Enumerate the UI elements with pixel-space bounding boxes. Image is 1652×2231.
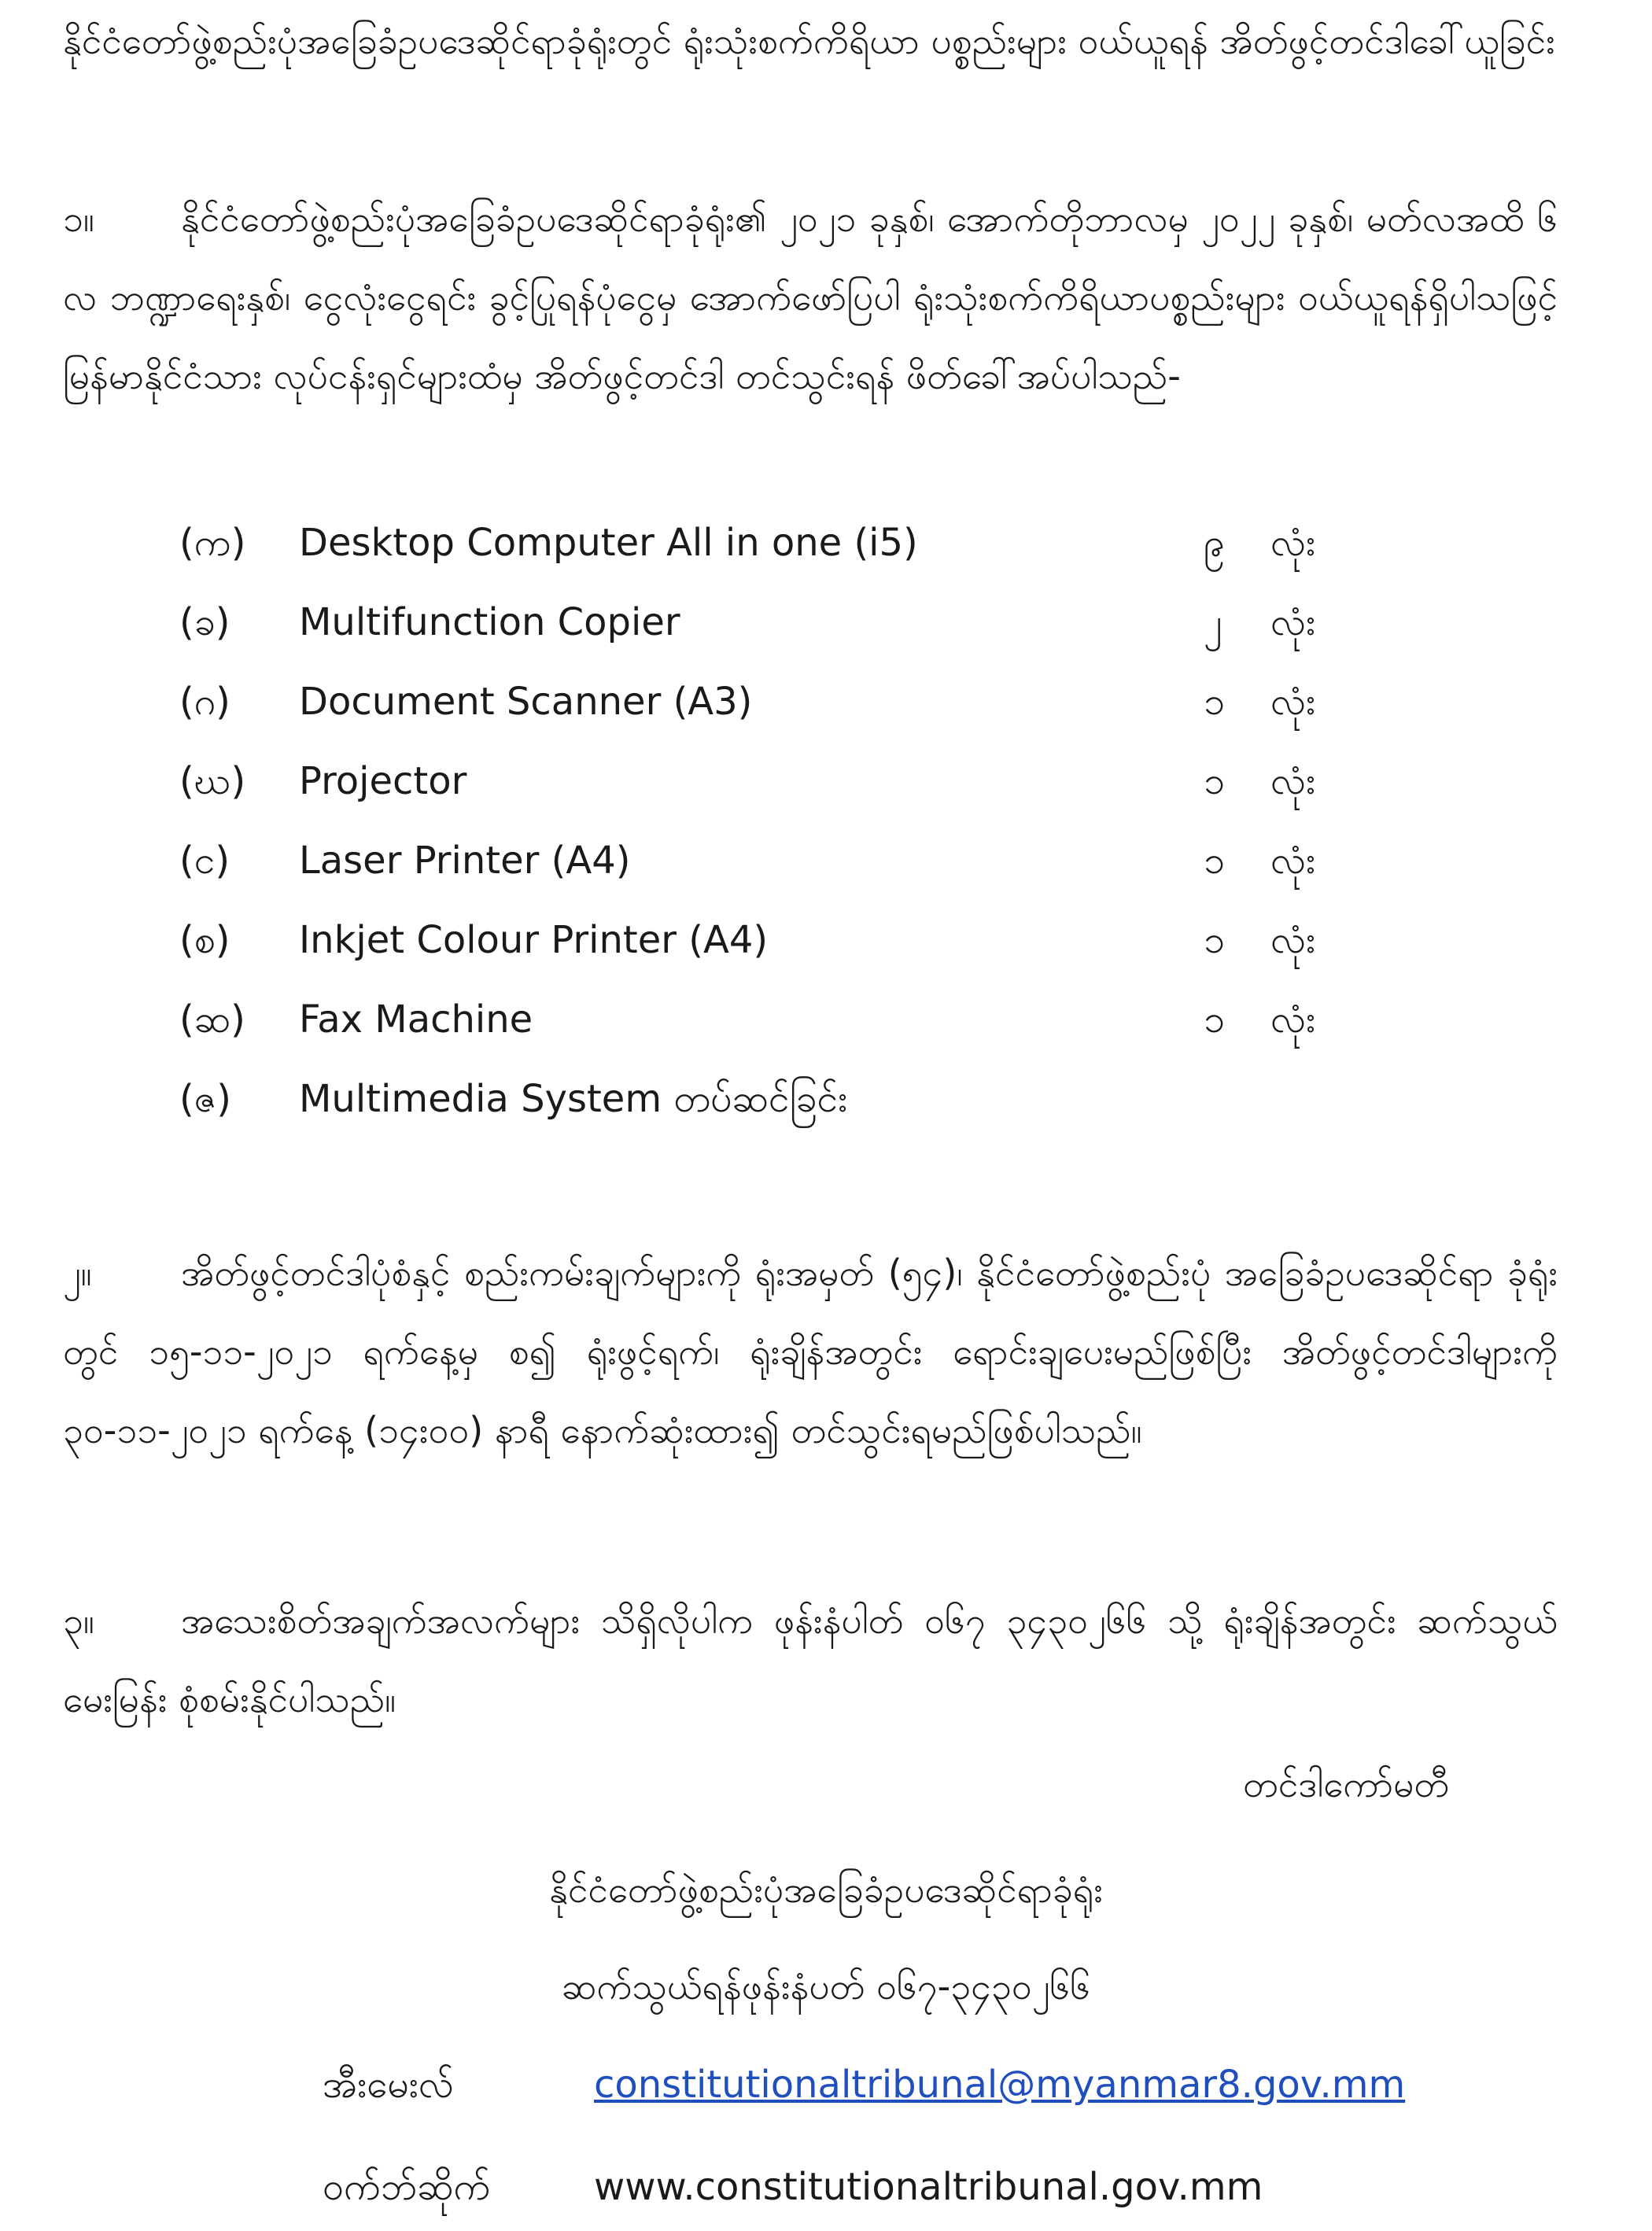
item-quantity: ၉	[1204, 521, 1225, 565]
list-item	[0, 1068, 1652, 1130]
list-item	[0, 909, 1652, 972]
item-marker: (စ)	[179, 918, 230, 962]
signoff-committee: တင်ဒါကော်မတီ	[1243, 1763, 1450, 1805]
item-quantity: ၁	[1204, 839, 1225, 883]
item-unit: လုံး	[1270, 997, 1316, 1042]
paragraph-text: နိုင်ငံတော်ဖွဲ့စည်းပုံအခြေခံဥပဒေဆိုင်ရာခုံရုံး၏ ၂၀၂၁ ခုနှစ်၊ အောက်တိုဘာလမှ ၂၀၂၂ ခုနှစ်၊ မတ်လအထိ ၆ လ ဘဏ္ဍာရေးနှစ်၊ ငွေလုံးငွေရင်း ခွင့်ပြုရန်ပုံငွေမှ အောက်ဖော်ပြပါ ရုံးသုံးစက်ကိရိယာပစ္စည်းများ ဝယ်ယူရန်ရှိပါသဖြင့် မြန်မာနိုင်ငံသား လုပ်ငန်းရှင်များထံမှ အိတ်ဖွင့်တင်ဒါ တင်သွင်းရန် ဖိတ်ခေါ်အပ်ပါသည်-	[63, 197, 1558, 397]
item-name: Fax Machine	[299, 997, 533, 1042]
item-quantity: ၁	[1204, 997, 1225, 1042]
document-title: နိုင်ငံတော်ဖွဲ့စည်းပုံအခြေခံဥပဒေဆိုင်ရာခုံရုံးတွင် ရုံးသုံးစက်ကိရိယာ ပစ္စည်းများ ဝယ်ယူရန် အိတ်ဖွင့်တင်ဒါခေါ်ယူခြင်း	[63, 20, 1555, 62]
item-quantity: ၁	[1204, 680, 1225, 724]
contact-phone: ဆက်သွယ်ရန်ဖုန်းနံပတ် ၀၆၇-၃၄၃၀၂၆၆	[561, 1965, 1091, 2008]
paragraph-text: အသေးစိတ်အချက်အလက်များ သိရှိလိုပါက ဖုန်းနံပါတ် ၀၆၇ ၃၄၃၀၂၆၆ သို့ ရုံးချိန်အတွင်း ဆက်သွယ်မေးမြန်း စုံစမ်းနိုင်ပါသည်။	[63, 1599, 1558, 1720]
item-unit: လုံး	[1270, 600, 1316, 644]
item-unit: လုံး	[1270, 680, 1316, 724]
list-item	[0, 988, 1652, 1051]
organization-name: နိုင်ငံတော်ဖွဲ့စည်းပုံအခြေခံဥပဒေဆိုင်ရာခုံရုံး	[549, 1868, 1103, 1911]
item-name: Laser Printer (A4)	[299, 839, 631, 883]
paragraph-number: ၂။	[63, 1252, 92, 1294]
item-name: Inkjet Colour Printer (A4)	[299, 918, 769, 962]
item-unit: လုံး	[1270, 839, 1316, 883]
item-quantity: ၂	[1204, 600, 1222, 644]
website-label: ဝက်ဘ်ဆိုက်	[323, 2165, 491, 2209]
item-name: Multifunction Copier	[299, 600, 680, 644]
email-row	[0, 2053, 1652, 2116]
item-marker: (ဆ)	[179, 997, 245, 1042]
list-item	[0, 670, 1652, 733]
item-quantity: ၁	[1204, 759, 1225, 803]
paragraph-2	[63, 1234, 1558, 1470]
website-row	[0, 2155, 1652, 2218]
item-marker: (ဂ)	[179, 680, 230, 724]
item-name: Multimedia System တပ်ဆင်ခြင်း	[299, 1077, 848, 1121]
list-item	[0, 750, 1652, 813]
paragraph-number: ၃။	[63, 1599, 94, 1642]
item-marker: (ခ)	[179, 600, 230, 644]
list-item	[0, 829, 1652, 892]
item-marker: (က)	[179, 521, 246, 565]
item-name: Desktop Computer All in one (i5)	[299, 521, 918, 565]
paragraph-1	[63, 179, 1558, 415]
item-name: Document Scanner (A3)	[299, 680, 753, 724]
paragraph-text: အိတ်ဖွင့်တင်ဒါပုံစံနှင့် စည်းကမ်းချက်များကို ရုံးအမှတ် (၅၄)၊ နိုင်ငံတော်ဖွဲ့စည်းပုံ အခြေခံဥပဒေဆိုင်ရာ ခုံရုံးတွင် ၁၅-၁၁-၂၀၂၁ ရက်နေ့မှ စ၍ ရုံးဖွင့်ရက်၊ ရုံးချိန်အတွင်း ရောင်းချပေးမည်ဖြစ်ပြီး အိတ်ဖွင့်တင်ဒါများကို ၃၀-၁၁-၂၀၂၁ ရက်နေ့ (၁၄း၀၀) နာရီ နောက်ဆုံးထား၍ တင်သွင်းရမည်ဖြစ်ပါသည်။	[63, 1252, 1558, 1451]
paragraph-number: ၁။	[63, 197, 94, 240]
email-label: အီးမေးလ်	[323, 2063, 454, 2107]
paragraph-3	[63, 1581, 1558, 1739]
item-unit: လုံး	[1270, 521, 1316, 565]
list-item	[0, 511, 1652, 574]
website-url: www.constitutionaltribunal.gov.mm	[594, 2165, 1263, 2209]
list-item	[0, 591, 1652, 654]
item-marker: (င)	[179, 839, 230, 883]
item-quantity: ၁	[1204, 918, 1225, 962]
item-name: Projector	[299, 759, 467, 803]
email-link[interactable]: constitutionaltribunal@myanmar8.gov.mm	[594, 2063, 1406, 2107]
item-marker: (ဃ)	[179, 759, 246, 803]
item-marker: (ဇ)	[179, 1077, 231, 1121]
item-unit: လုံး	[1270, 918, 1316, 962]
item-unit: လုံး	[1270, 759, 1316, 803]
